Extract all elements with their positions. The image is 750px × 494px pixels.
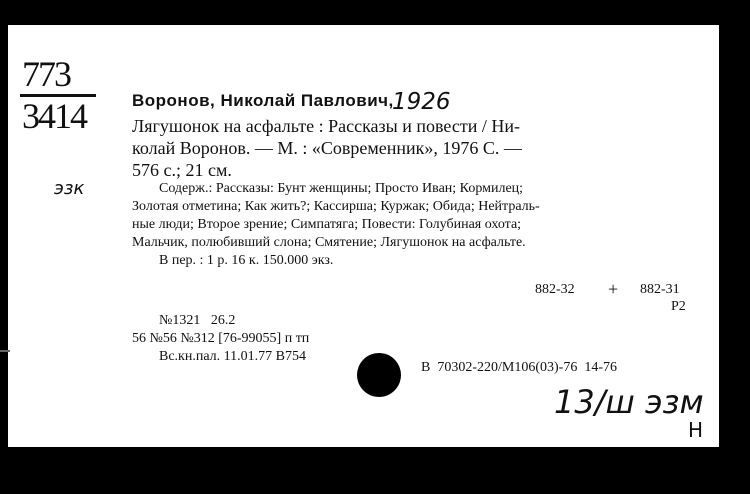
author-birth-year: 1926 — [392, 89, 451, 115]
price-line: В пер. : 1 р. 16 к. 150.000 экз. — [159, 253, 334, 268]
corner-mark: Н — [688, 418, 704, 442]
handwritten-side-note: эзк — [54, 178, 85, 199]
edge-tick — [0, 350, 10, 352]
contents-line-3: ные люди; Второе зрение; Симпатяга; Повести: Голубиная охота; — [132, 217, 522, 232]
catalog-card — [8, 25, 719, 447]
contents-line-4: Мальчик, полюбивший слона; Смятение; Лягушонок на асфальте. — [132, 235, 526, 250]
class-code-left: 882-32 — [535, 282, 575, 297]
title-line-3: 576 с.; 21 см. — [132, 160, 232, 180]
bbk-code: В 70302-220/М106(03)-76 14-76 — [421, 360, 617, 375]
class-plus-sign: + — [608, 279, 619, 299]
contents-line-1: Содерж.: Рассказы: Бунт женщины; Просто Иван; Кормилец; — [159, 181, 524, 196]
shelfmark-top: 773 — [22, 54, 70, 94]
class-sub-code: Р2 — [671, 299, 686, 314]
title-line-2: колай Воронов. — М. : «Современник», 1976 С. — — [132, 138, 522, 158]
catalog-line-3: Вс.кн.пал. 11.01.77 В754 — [159, 349, 306, 364]
title-line-1: Лягушонок на асфальте : Рассказы и повести / Ни- — [132, 116, 520, 136]
contents-line-2: Золотая отметина; Как жить?; Кассирша; Куржак; Обида; Нейтраль- — [132, 199, 540, 214]
author-heading: Воронов, Николай Павлович, — [132, 91, 394, 110]
class-code-right: 882-31 — [640, 282, 680, 297]
catalog-line-2: 56 №56 №312 [76-99055] п тп — [132, 331, 310, 346]
handwritten-signature: 13/ш эзм — [554, 383, 704, 421]
punch-hole — [357, 353, 401, 397]
catalog-line-1: №1321 26.2 — [159, 313, 236, 328]
shelfmark-bottom: 3414 — [22, 96, 86, 136]
